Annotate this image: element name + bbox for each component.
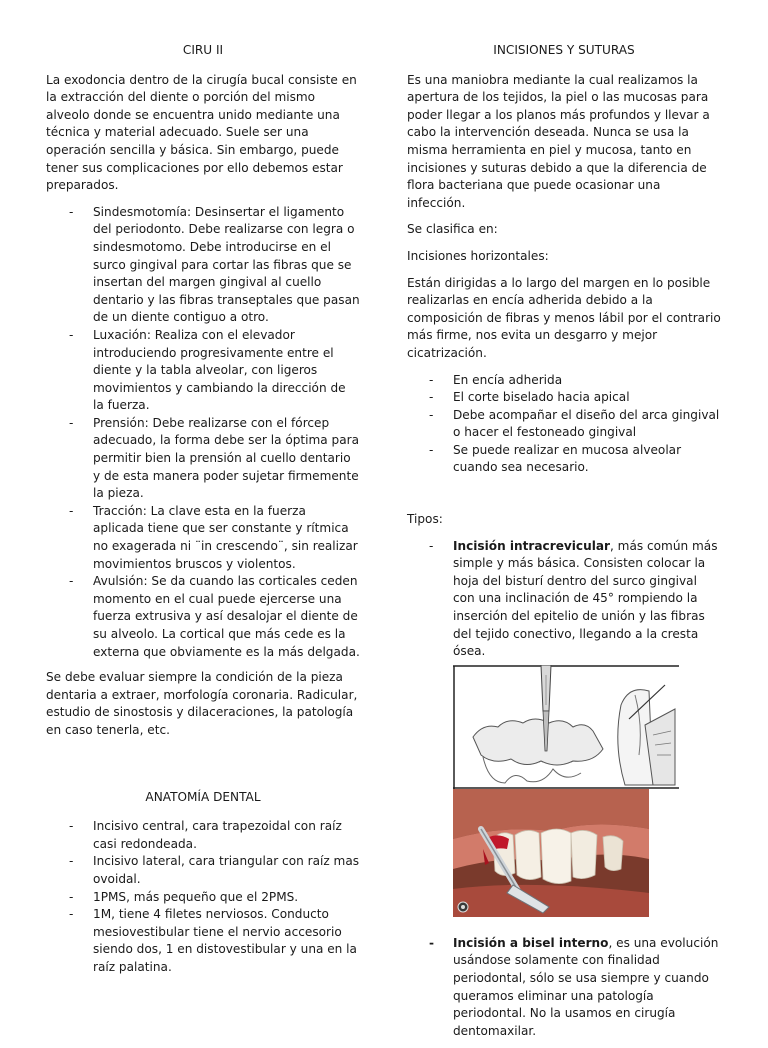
- list-item: - 1M, tiene 4 filetes nerviosos. Conducto mesiovestibular tiene el nervio accesorio siendo dos, 1 en distovestibular y una en la raíz palatina.: [69, 907, 357, 974]
- list-item: - El corte biselado hacia apical: [407, 389, 721, 407]
- bullet-dash: -: [69, 819, 74, 834]
- type1-name: Incisión intracrevicular: [453, 538, 610, 553]
- list-item: - Se puede realizar en mucosa alveolar cuando sea necesario.: [429, 442, 682, 475]
- types-list-2: [407, 935, 721, 1041]
- bullet-dash: -: [69, 889, 74, 904]
- list-item: [407, 935, 721, 1041]
- exodoncia-intro: La exodoncia dentro de la cirugía bucal consiste en la extracción del diente o porción del mismo alveolo donde se encuentra unido mediante una técnica y material adecuado. Suele ser una operación sencilla y básica. Sin embargo, puede tener sus complicaciones por ello debemos estar preparados.: [46, 72, 357, 193]
- horizontal-title: Incisiones horizontales:: [407, 248, 549, 263]
- extraction-steps-list: [46, 204, 360, 661]
- anatomy-list: [46, 818, 360, 976]
- left-title: CIRU II: [182, 43, 224, 57]
- list-item: - Luxación: Realiza con el elevador introduciendo progresivamente entre el diente y la tabla alveolar, con ligeros movimientos y cambiando la dirección de la fuerza.: [69, 327, 346, 413]
- horizontal-description: Están dirigidas a lo largo del margen en lo posible realizarlas en encía adherida debido a la composición de fibras y menos lábil por el contrario más firme, nos evita un desgarro y mejor cicatrización.: [407, 275, 721, 360]
- list-item: - Incisivo central, cara trapezoidal con raíz casi redondeada.: [69, 819, 342, 851]
- list-item: - Debe acompañar el diseño del arca gingival o hacer el festoneado gingival: [429, 407, 720, 440]
- list-item: - Avulsión: Se da cuando las corticales ceden momento en el cual puede ejercerse una fuerza extrusiva y así desalojar el diente de su alveolo. La cortical que más cede es la externa que obviamente es la más delgada.: [69, 574, 360, 659]
- classify-label: Se clasifica en:: [407, 222, 498, 237]
- bullet-dash: -: [429, 935, 435, 950]
- horizontal-list: [407, 372, 721, 478]
- bullet-dash: -: [69, 415, 74, 430]
- right-column: [407, 38, 721, 1048]
- bullet-dash: -: [69, 204, 74, 219]
- type2-description: , es una evolución usándose solamente con finalidad periodontal, sólo se usa siempre y cuando queramos eliminar una patología periodontal. No la usamos en cirugía dentomaxilar.: [453, 935, 719, 1038]
- type1-description: , más común más simple y más básica. Consisten colocar la hoja del bisturí dentro del surco gingival con una inclinación de 45° rompiendo la inserción del epitelio de unión y las fibras del tejido conectivo, llegando a la cresta ósea.: [453, 538, 718, 659]
- types-title: Tipos:: [407, 512, 443, 527]
- list-item: - Tracción: La clave esta en la fuerza aplicada tiene que ser constante y rítmica no exagerada ni ¨in crescendo¨, sin realizar movimientos bruscos y violentos.: [69, 503, 358, 571]
- list-item: - Sindesmotomía: Desinsertar el ligamento del periodonto. Debe realizarse con legra o sindesmotomo. Debe introducirse en el surco gingival para cortar las fibras que se insertan del margen gingival al cuello dentario y las fibras transeptales que pasan de un diente contiguo a otro.: [69, 204, 360, 325]
- list-item: - Incisivo lateral, cara triangular con raíz mas ovoidal.: [69, 854, 360, 886]
- list-item: [407, 538, 721, 661]
- intracrevicular-photo-graphic: [453, 789, 649, 917]
- intracrevicular-photo: [453, 789, 679, 917]
- anatomy-title: ANATOMÍA DENTAL: [145, 789, 261, 804]
- incisions-intro: Es una maniobra mediante la cual realizamos la apertura de los tejidos, la piel o las mucosas para poder llegar a los planos más profundos y llevar a cabo la intervención deseada. Nunca se usa la misma herramienta en piel y mucosa, tanto en incisiones y suturas debido a que la diferencia de flora bacteriana que puede ocasionar una infección.: [407, 72, 710, 210]
- bullet-dash: -: [429, 538, 434, 553]
- left-column: [46, 38, 360, 985]
- bullet-dash: -: [429, 390, 434, 405]
- intracrevicular-diagram-graphic: [453, 665, 679, 789]
- bullet-dash: -: [429, 407, 434, 422]
- list-item: - En encía adherida: [407, 372, 721, 390]
- intracrevicular-diagram: [453, 665, 679, 789]
- list-item: - Prensión: Debe realizarse con el fórcep adecuado, la forma debe ser la óptima para permitir bien la prensión al cuello dentario y de esta manera poder sujetar firmemente la pieza.: [69, 415, 360, 501]
- bullet-dash: -: [429, 372, 434, 387]
- bullet-dash: -: [69, 574, 74, 589]
- bullet-dash: -: [69, 907, 74, 922]
- bullet-dash: -: [69, 854, 74, 869]
- list-item: - 1PMS, más pequeño que el 2PMS.: [46, 889, 360, 907]
- bullet-dash: -: [69, 503, 74, 518]
- evaluation-paragraph: Se debe evaluar siempre la condición de la pieza dentaria a extraer, morfología coronaria. Radicular, estudio de sinostosis y dilaceraciones, la patología en caso tenerla, etc.: [46, 670, 358, 737]
- bullet-dash: -: [429, 442, 434, 457]
- type2-name: Incisión a bisel interno: [453, 935, 609, 950]
- bullet-dash: -: [69, 327, 74, 342]
- right-title: INCISIONES Y SUTURAS: [493, 43, 635, 57]
- types-list-1: [407, 538, 721, 661]
